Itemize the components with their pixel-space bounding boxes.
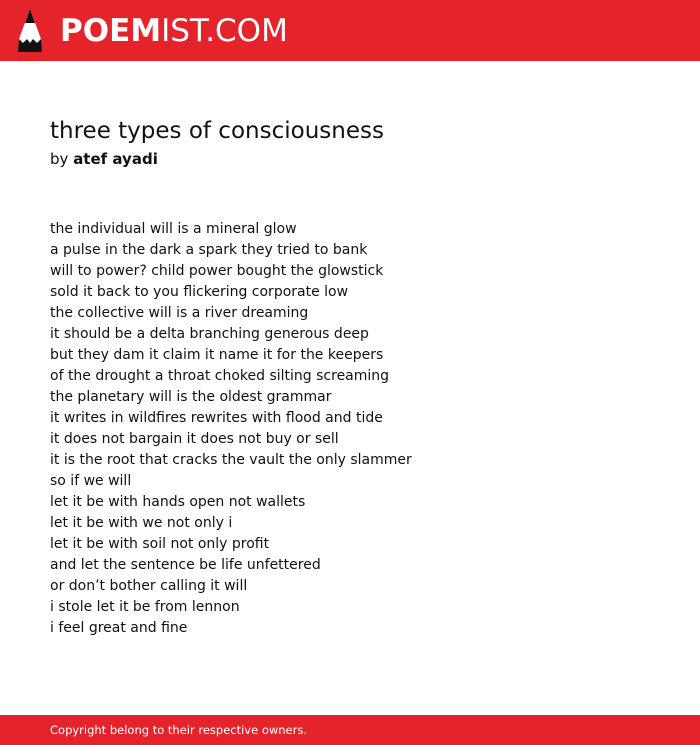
poem-line: sold it back to you flickering corporate low (50, 284, 349, 300)
poem-line: i stole let it be from lennon (50, 599, 240, 615)
logo-light-text: IST.COM (161, 13, 288, 49)
poem-line: the collective will is a river dreaming (50, 305, 309, 321)
poem-line: let it be with soil not only profit (50, 536, 270, 552)
poem-author: atef ayadi (73, 150, 158, 168)
pencil-icon (14, 9, 46, 53)
poem-byline (50, 149, 158, 169)
poem-line: let it be with hands open not wallets (50, 494, 306, 510)
poem-line: a pulse in the dark a spark they tried to bank (50, 242, 368, 258)
site-header (0, 0, 700, 61)
poem-line: so if we will (50, 473, 132, 489)
poem-line: it does not bargain it does not buy or sell (50, 431, 339, 447)
logo-bold-text: POEM (60, 13, 162, 49)
poem-body (50, 219, 412, 639)
poem-line: the planetary will is the oldest grammar (50, 389, 332, 405)
poem-line: the individual will is a mineral glow (50, 221, 297, 237)
poem-line: and let the sentence be life unfettered (50, 557, 321, 573)
site-logo-link[interactable] (14, 8, 288, 54)
poem-line: it should be a delta branching generous deep (50, 326, 369, 342)
poem-line: will to power? child power bought the glowstick (50, 263, 384, 279)
poem-title: three types of consciousness (50, 118, 384, 144)
byline-prefix: by (50, 150, 69, 168)
poem-line: but they dam it claim it name it for the keepers (50, 347, 384, 363)
site-footer (0, 715, 700, 745)
poem-line: i feel great and fine (50, 620, 188, 636)
copyright-notice: Copyright belong to their respective owners. (50, 723, 308, 737)
site-logo-text (60, 8, 288, 54)
poem-line: or don’t bother calling it will (50, 578, 248, 594)
poem-line: it is the root that cracks the vault the only slammer (50, 452, 412, 468)
poem-line: it writes in wildfires rewrites with flood and tide (50, 410, 383, 426)
poem-line: let it be with we not only i (50, 515, 233, 531)
poem-line: of the drought a throat choked silting screaming (50, 368, 390, 384)
